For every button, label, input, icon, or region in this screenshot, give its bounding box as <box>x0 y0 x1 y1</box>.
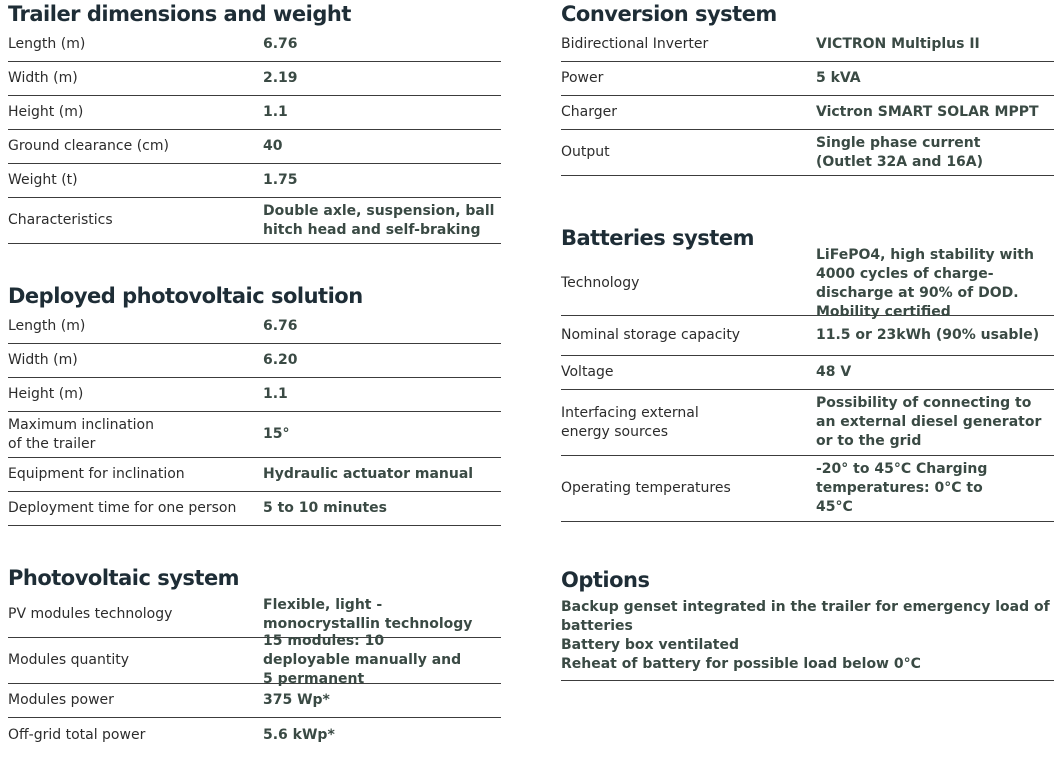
table-row <box>8 378 501 412</box>
row-label: Modules quantity <box>8 652 130 668</box>
row-label: Characteristics <box>8 212 113 228</box>
deployed-section-title: Deployed photovoltaic solution <box>8 284 363 308</box>
row-label: Charger <box>561 104 617 120</box>
row-value: 375 Wp* <box>263 692 330 708</box>
row-label: Bidirectional Inverter <box>561 36 709 52</box>
row-label: Nominal storage capacity <box>561 327 741 343</box>
deployed-table <box>8 310 501 526</box>
row-value: Single phase current (Outlet 32A and 16A) <box>816 134 984 170</box>
row-value: Possibility of connecting to an external diesel generator or to the grid <box>816 395 1042 449</box>
conversion-section-title: Conversion system <box>561 2 777 26</box>
row-label: Width (m) <box>8 70 78 86</box>
row-value: Double axle, suspension, ball hitch head and self-braking <box>263 202 495 238</box>
row-label: Operating temperatures <box>561 480 731 496</box>
list-item: Backup genset integrated in the trailer for emergency load of batteries <box>561 599 1050 634</box>
batteries-section-title: Batteries system <box>561 226 754 250</box>
table-row <box>8 310 501 344</box>
row-label: Height (m) <box>8 104 84 120</box>
row-label: Modules power <box>8 692 114 708</box>
table-row <box>8 458 501 492</box>
row-label: Output <box>561 144 610 160</box>
row-value: 6.20 <box>263 352 298 368</box>
row-value: Hydraulic actuator manual <box>263 466 474 482</box>
row-value: -20° to 45°C Charging temperatures: 0°C to 45°C <box>816 461 988 515</box>
row-value: VICTRON Multiplus II <box>816 36 980 52</box>
row-value: 40 <box>263 138 283 154</box>
left-column <box>8 0 501 752</box>
right-column <box>561 0 1054 681</box>
row-label: Deployment time for one person <box>8 500 237 516</box>
table-row <box>8 633 501 687</box>
row-label: Off-grid total power <box>8 726 146 743</box>
row-label: Ground clearance (cm) <box>8 138 169 154</box>
table-row <box>8 96 501 130</box>
table-row <box>561 130 1054 176</box>
options-list <box>561 594 1054 681</box>
row-value: 15 modules: 10 deployable manually and 5 permanent <box>263 633 462 687</box>
row-label: Maximum inclination of the trailer <box>8 416 154 452</box>
row-label: Interfacing external energy sources <box>561 404 699 440</box>
list-item: Battery box ventilated <box>561 637 739 653</box>
row-value: 5 kVA <box>816 70 861 86</box>
options-section-title: Options <box>561 568 650 592</box>
list-item: Reheat of battery for possible load below 0°C <box>561 656 921 672</box>
table-row <box>561 246 1054 320</box>
row-label: Length (m) <box>8 318 86 334</box>
table-row <box>8 412 501 458</box>
row-value: 1.1 <box>263 386 288 402</box>
table-row <box>561 356 1054 390</box>
row-value: 5 to 10 minutes <box>263 500 387 516</box>
row-value: 11.5 or 23kWh (90% usable) <box>816 327 1040 343</box>
row-label: Power <box>561 70 604 86</box>
batteries-table <box>561 246 1054 522</box>
row-value: LiFePO4, high stability with 4000 cycles of charge-discharge at 90% of DOD. Mobility certified <box>816 246 1034 320</box>
table-row <box>561 96 1054 130</box>
row-value: 6.76 <box>263 318 298 334</box>
table-row <box>561 390 1054 456</box>
row-label: Length (m) <box>8 36 86 52</box>
table-row <box>8 164 501 198</box>
trailer-section-title: Trailer dimensions and weight <box>8 2 351 26</box>
pv-section-title: Photovoltaic system <box>8 566 240 590</box>
pv-table <box>8 592 501 752</box>
row-value: 15° <box>263 426 290 442</box>
row-value: 2.19 <box>263 70 298 86</box>
table-row <box>561 316 1054 356</box>
row-value: 5.6 kWp* <box>263 726 335 743</box>
row-label: Weight (t) <box>8 172 78 188</box>
table-row <box>561 28 1054 62</box>
table-row <box>8 62 501 96</box>
row-label: Voltage <box>561 364 614 380</box>
table-row <box>561 62 1054 96</box>
table-row <box>8 198 501 244</box>
table-row <box>8 492 501 526</box>
table-row <box>8 684 501 718</box>
row-label: Height (m) <box>8 386 84 402</box>
row-label: Width (m) <box>8 352 78 368</box>
row-label: Equipment for inclination <box>8 466 185 482</box>
table-row <box>8 344 501 378</box>
trailer-table <box>8 28 501 244</box>
table-row <box>8 28 501 62</box>
row-value: 6.76 <box>263 36 298 52</box>
table-row <box>8 130 501 164</box>
row-value: 48 V <box>816 364 852 380</box>
row-label: Technology <box>561 275 640 291</box>
row-value: Victron SMART SOLAR MPPT <box>816 104 1039 120</box>
table-row <box>8 718 501 752</box>
row-value: 1.1 <box>263 104 288 120</box>
row-value: 1.75 <box>263 172 298 188</box>
row-label: PV modules technology <box>8 606 173 622</box>
table-row <box>561 456 1054 522</box>
conversion-table <box>561 28 1054 176</box>
row-value: Flexible, light - monocrystallin technology <box>263 596 473 632</box>
